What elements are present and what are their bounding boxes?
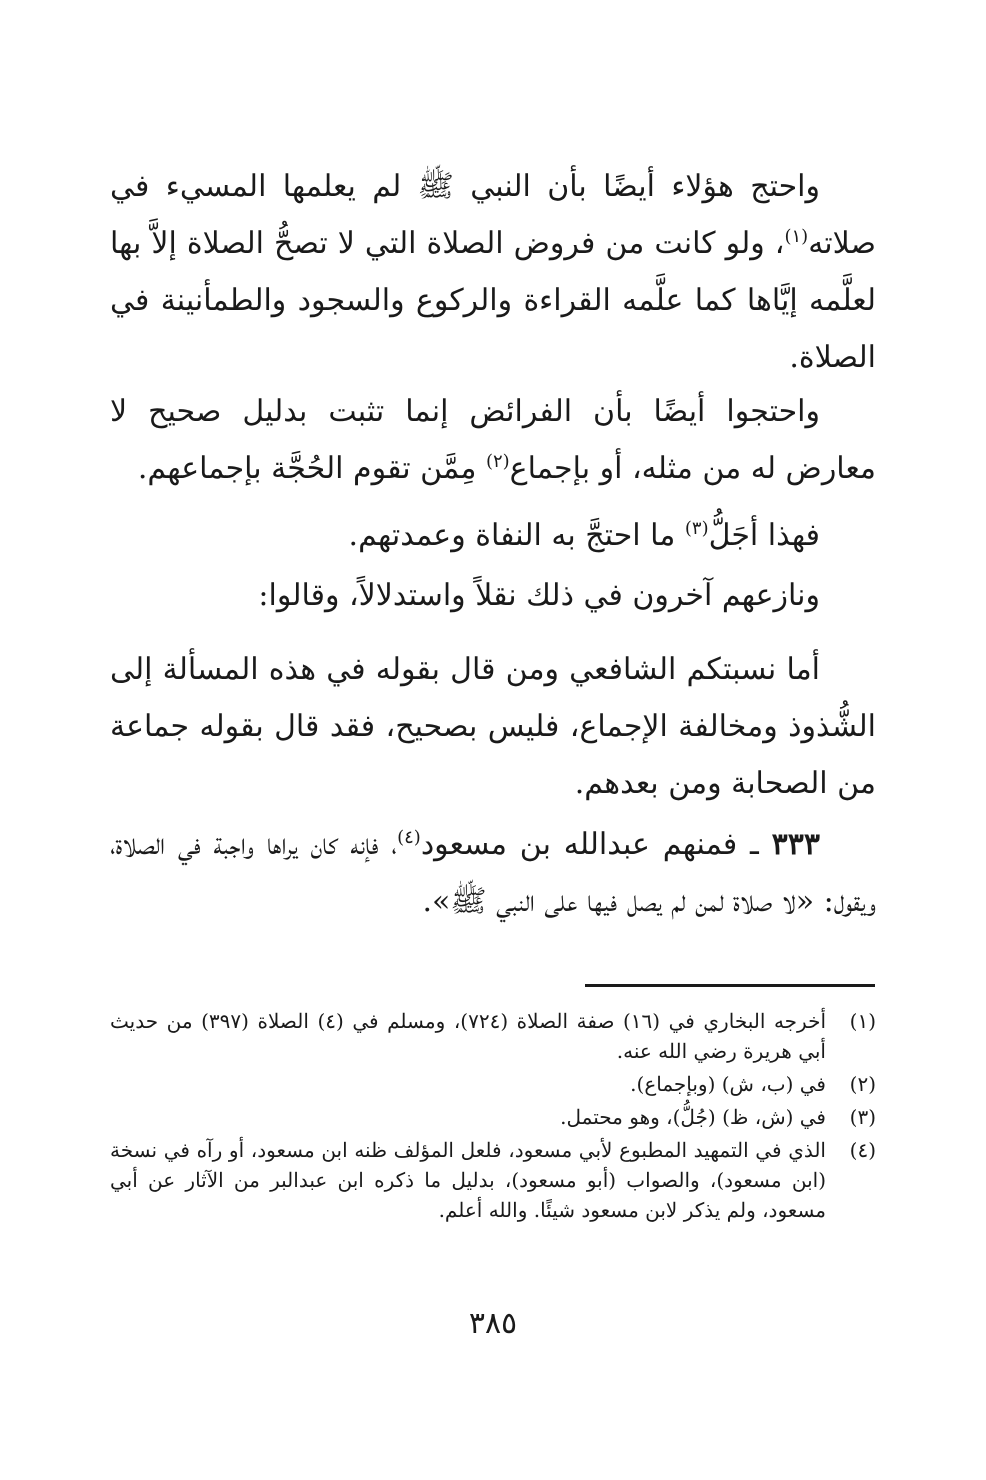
paragraph-2-text-a: واحتجوا أيضًا بأن الفرائض إنما تثبت بدليل صحيح لا معارض له من مثله، أو بإجماع — [110, 394, 876, 486]
footnote-2-marker: (٢) — [849, 1072, 876, 1096]
paragraph-6-number: ٣٣٣ — [771, 827, 820, 862]
footnote-3-text: في (ش، ظ) (جُلُّ)، وهو محتمل. — [560, 1105, 826, 1129]
footnote-4-text: الذي في التمهيد المطبوع لأبي مسعود، فلعل المؤلف ظنه ابن مسعود، أو رآه في نسخة (ابن مسعود)، والصواب (أبو مسعود)، بدليل ما ذكره ابن عبدالبر من الآثار عن أبي مسعود، ولم يذكر لابن مسعود شيئًا. والله أعلم. — [110, 1138, 826, 1222]
paragraph-3-text-b: ما احتجَّ به النفاة وعمدتهم. — [348, 518, 685, 553]
paragraph-6-text-b: ، فإنه كان يراها واجبة في الصلاة، ويقول: «لا صلاة لمن لم يصل فيها على النبي ﷺ». — [110, 827, 876, 919]
footnote-4 — [110, 1135, 876, 1225]
footnote-4-marker: (٤) — [849, 1138, 876, 1162]
footnote-separator — [585, 984, 875, 987]
footnote-3 — [110, 1102, 876, 1132]
footnote-2 — [110, 1069, 876, 1099]
paragraph-1-text-b: ، ولو كانت من فروض الصلاة التي لا تصحُّ الصلاة إلاَّ بها لعلَّمه إيَّاها كما علَّمه القراءة والركوع والسجود والطمأنينة في الصلاة. — [110, 226, 876, 375]
footnotes — [110, 1006, 876, 1228]
footnote-ref-1: (١) — [784, 226, 809, 247]
footnote-2-text: في (ب، ش) (وبإجماع). — [630, 1072, 826, 1096]
paragraph-1 — [110, 158, 876, 386]
paragraph-1-text-a: واحتج هؤلاء أيضًا بأن النبي ﷺ لم يعلمها المسيء في صلاته — [110, 169, 876, 261]
footnote-ref-4: (٤) — [397, 827, 421, 848]
footnote-1-text: أخرجه البخاري في (١٦) صفة الصلاة (٧٢٤)، ومسلم في (٤) الصلاة (٣٩٧) من حديث أبي هريرة رضي الله عنه. — [110, 1009, 826, 1063]
paragraph-5 — [110, 641, 876, 812]
paragraph-4-text: ونازعهم آخرون في ذلك نقلاً واستدلالاً، وقالوا: — [258, 578, 820, 613]
paragraph-2-text-b: مِمَّن تقوم الحُجَّة بإجماعهم. — [137, 451, 486, 486]
page-number: ٣٨٥ — [468, 1306, 518, 1341]
footnote-1-marker: (١) — [849, 1009, 876, 1033]
paragraph-5-text: أما نسبتكم الشافعي ومن قال بقوله في هذه المسألة إلى الشُّذوذ ومخالفة الإجماع، فليس بصحيح، فقد قال بقوله جماعة من الصحابة ومن بعدهم. — [110, 652, 876, 801]
paragraph-3-text-a: فهذا أجَلُّ — [708, 518, 820, 553]
paragraph-3 — [110, 507, 876, 564]
footnote-ref-2: (٢) — [485, 451, 510, 472]
paragraph-2 — [110, 383, 876, 497]
footnote-3-marker: (٣) — [849, 1105, 876, 1129]
footnote-1 — [110, 1006, 876, 1066]
paragraph-6-text-a: ـ فمنهم عبدالله بن مسعود — [420, 827, 772, 862]
paragraph-4 — [110, 567, 876, 624]
footnote-ref-3: (٣) — [684, 518, 709, 539]
paragraph-6 — [110, 816, 876, 930]
